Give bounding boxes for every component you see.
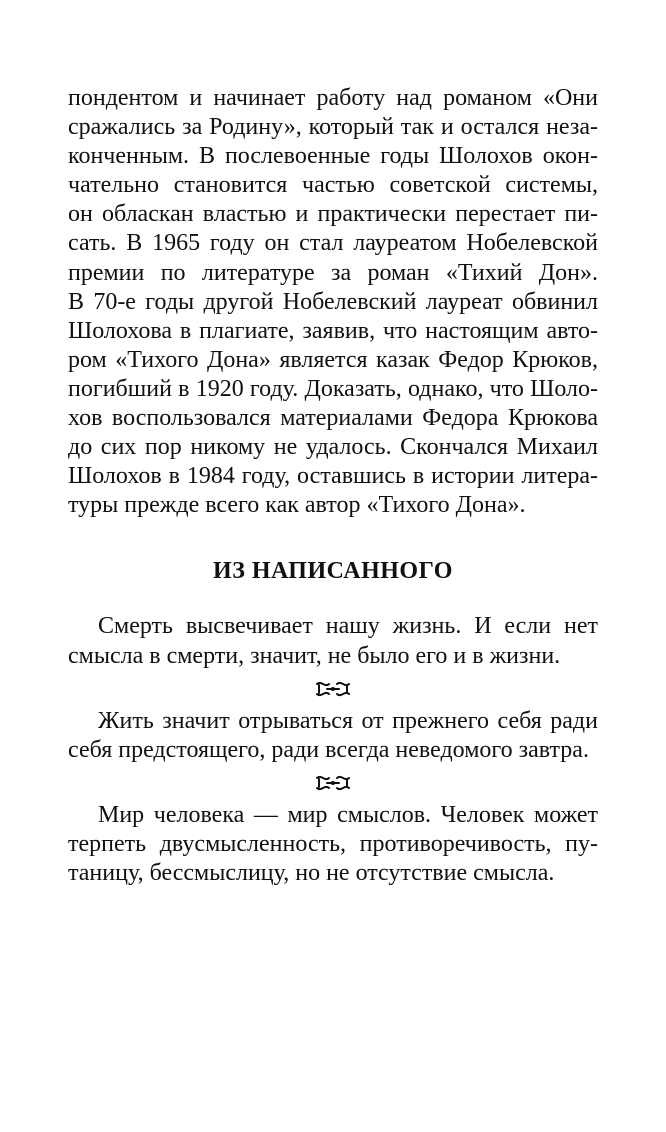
section-heading: ИЗ НАПИСАННОГО	[213, 558, 453, 585]
text-line: Шолохов в 1984 году, оставшись в истории литера-	[68, 463, 598, 490]
quote-line: таницу, бессмыслицу, но не отсутствие смысла.	[68, 859, 555, 886]
quote-block	[68, 612, 598, 670]
ornamental-divider-icon	[68, 765, 598, 801]
text-line: чательно становится частью советской системы,	[68, 172, 598, 199]
page-content	[68, 84, 598, 888]
quote-line: терпеть двусмысленность, противоречивость, пу-	[68, 830, 598, 857]
text-line: до сих пор никому не удалось. Скончался Михаил	[68, 434, 598, 461]
text-line: премии по литературе за роман «Тихий Дон».	[68, 259, 598, 286]
text-line: сражались за Родину», который так и остался неза-	[68, 114, 598, 141]
quote-line: смысла в смерти, значит, не было его и в жизни.	[68, 642, 561, 669]
text-line: он обласкан властью и практически перестает пи-	[68, 201, 598, 228]
text-line: туры прежде всего как автор «Тихого Дона».	[68, 492, 526, 519]
text-line: погибший в 1920 году. Доказать, однако, что Шоло-	[68, 375, 598, 402]
quote-block	[68, 707, 598, 765]
text-line: конченным. В послевоенные годы Шолохов окон-	[68, 143, 598, 170]
quote-block	[68, 801, 598, 888]
text-line: Шолохова в плагиате, заявив, что настоящим авто-	[68, 317, 598, 344]
quote-line: Жить значит отрываться от прежнего себя ради	[98, 707, 598, 734]
quote-line: Смерть высвечивает нашу жизнь. И если нет	[98, 613, 598, 640]
text-line: пондентом и начинает работу над романом «Они	[68, 85, 598, 111]
text-line: сать. В 1965 году он стал лауреатом Нобелевской	[68, 230, 598, 257]
ornamental-divider-icon	[68, 671, 598, 707]
quote-line: себя предстоящего, ради всегда неведомого завтра.	[68, 736, 589, 763]
text-line: В 70-е годы другой Нобелевский лауреат обвинил	[68, 288, 598, 315]
biography-paragraph	[68, 84, 598, 520]
text-line: хов воспользовался материалами Федора Крюкова	[68, 405, 598, 432]
quote-line: Мир человека — мир смыслов. Человек может	[98, 801, 598, 828]
text-line: ром «Тихого Дона» является казак Федор Крюков,	[68, 346, 598, 373]
